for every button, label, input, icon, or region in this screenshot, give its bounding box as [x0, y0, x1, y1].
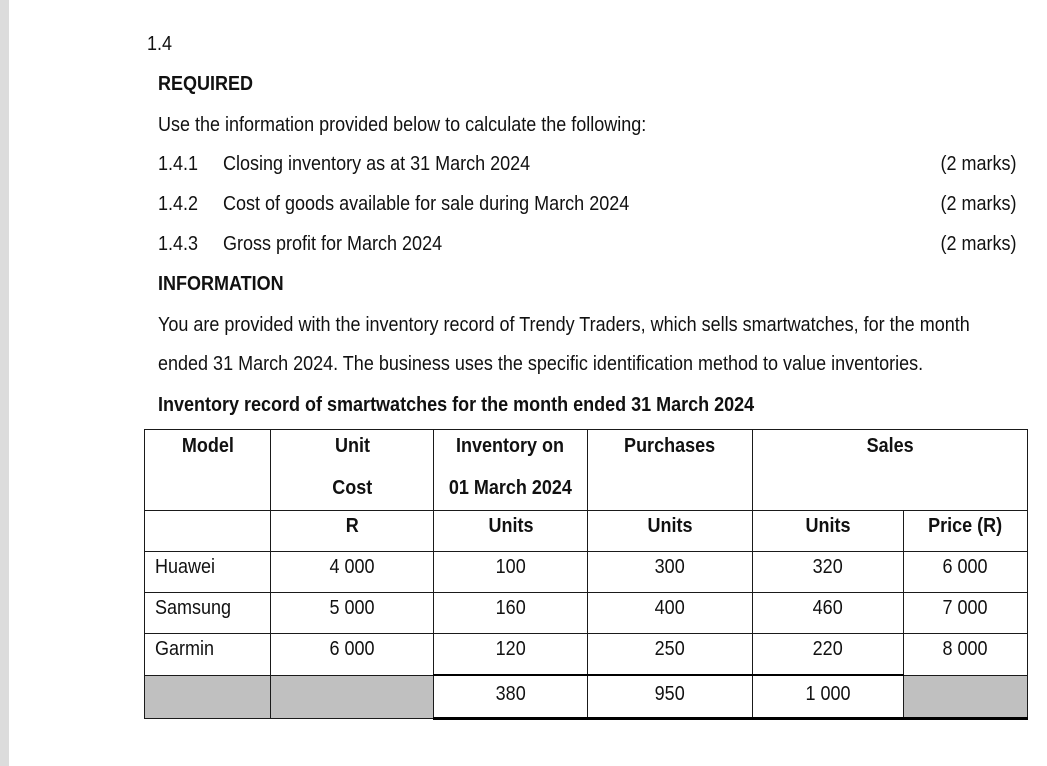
- cell-total-blank: [145, 675, 271, 719]
- table-totals-row: [145, 675, 1028, 719]
- information-paragraph-line: ended 31 March 2024. The business uses the specific identification method to value inventories.: [158, 353, 924, 375]
- cell-sales-units: 320: [753, 552, 904, 593]
- task-number: 1.4.2: [158, 193, 199, 215]
- cell-total-sales-units: 1 000: [753, 675, 904, 719]
- cell-inventory: 160: [434, 593, 588, 634]
- header-sales: Sales: [753, 430, 1028, 511]
- table-header-row: [145, 430, 1028, 511]
- task-marks: (2 marks): [939, 193, 1016, 215]
- cell-total-blank: [904, 675, 1028, 719]
- table-subheader-row: [145, 511, 1028, 552]
- page-left-edge: [0, 0, 9, 766]
- header-unit-cost: Unit Cost: [271, 430, 434, 511]
- subheader-sales-units: Units: [753, 511, 904, 552]
- task-marks: (2 marks): [939, 153, 1016, 175]
- cell-purchases: 400: [588, 593, 753, 634]
- cell-purchases: 250: [588, 634, 753, 676]
- cell-inventory: 120: [434, 634, 588, 676]
- cell-unit-cost: 5 000: [271, 593, 434, 634]
- subheader-model: [145, 511, 271, 552]
- task-text: Gross profit for March 2024: [223, 233, 443, 255]
- cell-sales-units: 220: [753, 634, 904, 676]
- task-marks: (2 marks): [939, 233, 1016, 255]
- required-heading: REQUIRED: [158, 73, 254, 95]
- instruction-text: Use the information provided below to calculate the following:: [158, 114, 647, 136]
- subheader-inventory: Units: [434, 511, 588, 552]
- cell-price: 8 000: [904, 634, 1028, 676]
- cell-price: 7 000: [904, 593, 1028, 634]
- task-number: 1.4.1: [158, 153, 199, 175]
- inventory-table: [144, 429, 1028, 720]
- cell-unit-cost: 6 000: [271, 634, 434, 676]
- table-row: [145, 552, 1028, 593]
- cell-purchases: 300: [588, 552, 753, 593]
- task-text: Cost of goods available for sale during March 2024: [223, 193, 630, 215]
- header-inventory: Inventory on 01 March 2024: [434, 430, 588, 511]
- task-number: 1.4.3: [158, 233, 199, 255]
- cell-price: 6 000: [904, 552, 1028, 593]
- cell-model: Huawei: [145, 552, 271, 593]
- cell-total-blank: [271, 675, 434, 719]
- table-row: [145, 634, 1028, 676]
- subheader-unit-cost: R: [271, 511, 434, 552]
- subheader-purchases: Units: [588, 511, 753, 552]
- cell-model: Garmin: [145, 634, 271, 676]
- cell-model: Samsung: [145, 593, 271, 634]
- header-purchases: Purchases: [588, 430, 753, 511]
- information-paragraph-line: You are provided with the inventory record of Trendy Traders, which sells smartwatches, for the month: [158, 314, 970, 336]
- cell-sales-units: 460: [753, 593, 904, 634]
- table-row: [145, 593, 1028, 634]
- task-text: Closing inventory as at 31 March 2024: [223, 153, 531, 175]
- header-model: Model: [145, 430, 271, 511]
- cell-total-purchases: 950: [588, 675, 753, 719]
- cell-inventory: 100: [434, 552, 588, 593]
- cell-unit-cost: 4 000: [271, 552, 434, 593]
- information-heading: INFORMATION: [158, 273, 284, 295]
- question-number: 1.4: [147, 33, 173, 55]
- table-title: Inventory record of smartwatches for the month ended 31 March 2024: [158, 394, 755, 416]
- subheader-sales-price: Price (R): [904, 511, 1028, 552]
- cell-total-inventory: 380: [434, 675, 588, 719]
